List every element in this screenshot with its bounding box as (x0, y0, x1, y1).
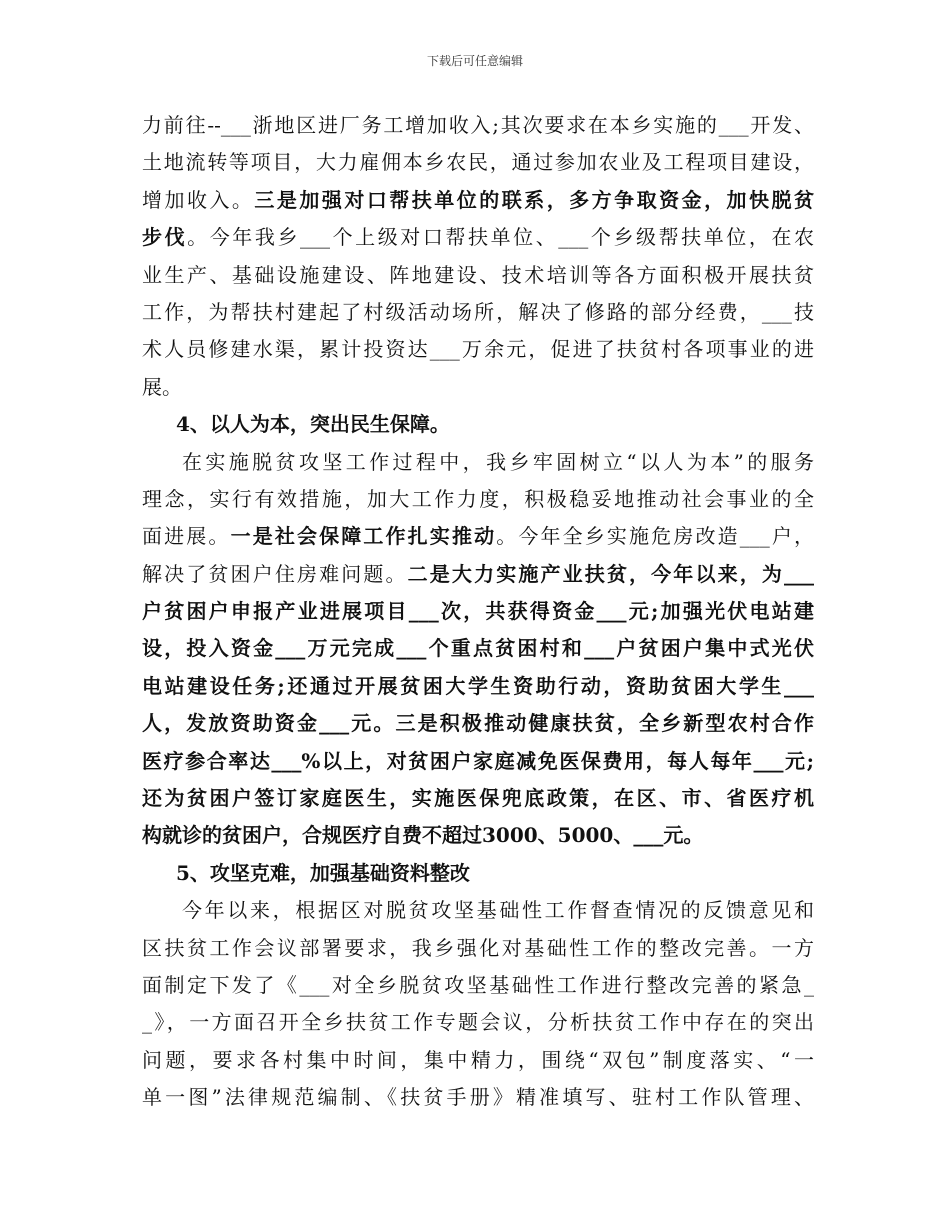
text-run: 业生产、基础设施建设、阵地建设、技术培训等各方面积极开展扶贫 (142, 262, 814, 287)
text-run: 工作，为帮扶村建起了村级活动场所，解决了修路的部分经费，___技 (142, 299, 814, 324)
bold-text-run: 人，发放资助资金___元。三是积极推动健康扶贫，全乡新型农村合作 (142, 711, 814, 736)
text-line (142, 294, 814, 331)
bold-text-run: 二是大力实施产业扶贫，今年以来，为___ (407, 561, 814, 586)
text-line (142, 444, 814, 481)
text-line (142, 780, 814, 817)
page-header: 下载后可任意编辑 (426, 54, 523, 68)
text-run: 面进展。 (142, 524, 231, 549)
text-run: 面制定下发了《___对全乡脱贫攻坚基础性工作进行整改完善的紧急_ (142, 972, 814, 997)
text-run: 。今年全乡实施危房改造___户， (496, 524, 814, 549)
text-line (142, 182, 814, 219)
text-line (142, 219, 814, 256)
text-line (142, 369, 814, 406)
bold-text-run: 医疗参合率达___%以上，对贫困户家庭减免医保费用，每人每年___元; (142, 748, 814, 773)
bold-text-run: 户贫困户申报产业进展项目___次，共获得资金___元;加强光伏电站建 (142, 599, 814, 624)
document-body (142, 107, 814, 1117)
text-run: 理念，实行有效措施，加大工作力度，积极稳妥地推动社会事业的全 (142, 486, 814, 511)
text-line (142, 892, 814, 929)
text-line (142, 930, 814, 967)
text-line (142, 144, 814, 181)
text-line (142, 668, 814, 705)
text-line (142, 1079, 814, 1116)
text-line (142, 817, 814, 854)
text-run: 解决了贫困户住房难问题。 (142, 561, 408, 586)
text-run: 单一图”法律规范编制、《扶贫手册》精准填写、驻村工作队管理、 (142, 1085, 814, 1110)
bold-text-run: 构就诊的贫困户，合规医疗自费不超过3000、5000、___元。 (142, 823, 704, 848)
text-line (142, 743, 814, 780)
section-heading (142, 406, 814, 443)
text-line (142, 257, 814, 294)
text-line (142, 1042, 814, 1079)
text-run: 力前往--___浙地区进厂务工增加收入;其次要求在本乡实施的___开发、 (142, 113, 814, 137)
text-run: 增加收入。 (142, 187, 255, 212)
text-line (142, 107, 814, 144)
text-run: 展。 (142, 374, 182, 399)
text-run: 。今年我乡___个上级对口帮扶单位、___个乡级帮扶单位，在农 (187, 225, 814, 250)
bold-text-run: 一是社会保障工作扎实推动 (230, 524, 497, 549)
bold-text-run: 设，投入资金___万元完成___个重点贫困村和___户贫困户集中式光伏 (142, 636, 814, 661)
section-heading (142, 855, 814, 892)
text-run: _》，一方面召开全乡扶贫工作专题会议，分析扶贫工作中存在的突出 (142, 1010, 814, 1035)
text-run: 问题，要求各村集中时间，集中精力，围绕“双包”制度落实、“一 (142, 1047, 814, 1072)
text-run: 术人员修建水渠，累计投资达___万余元，促进了扶贫村各项事业的进 (142, 337, 814, 362)
text-run: 今年以来，根据区对脱贫攻坚基础性工作督查情况的反馈意见和 (182, 898, 814, 923)
text-run: 土地流转等项目，大力雇佣本乡农民，通过参加农业及工程项目建设， (142, 150, 814, 175)
text-line (142, 967, 814, 1004)
text-line (142, 556, 814, 593)
text-line (142, 481, 814, 518)
bold-text-run: 还为贫困户签订家庭医生，实施医保兜底政策，在区、市、省医疗机 (142, 786, 814, 811)
text-line (142, 593, 814, 630)
text-run: 区扶贫工作会议部署要求，我乡强化对基础性工作的整改完善。一方 (142, 935, 814, 960)
text-line (142, 1004, 814, 1041)
bold-text-run: 4、以人为本，突出民生保障。 (176, 412, 450, 437)
text-run: 在实施脱贫攻坚工作过程中，我乡牢固树立“以人为本”的服务 (182, 449, 814, 474)
text-line (142, 630, 814, 667)
text-line (142, 705, 814, 742)
bold-text-run: 电站建设任务;还通过开展贫困大学生资助行动，资助贫困大学生___ (142, 673, 814, 698)
bold-text-run: 三是加强对口帮扶单位的联系，多方争取资金，加快脱贫 (254, 187, 814, 212)
bold-text-run: 步伐 (142, 225, 188, 250)
bold-text-run: 5、攻坚克难，加强基础资料整改 (176, 860, 470, 885)
text-line (142, 518, 814, 555)
text-line (142, 331, 814, 368)
